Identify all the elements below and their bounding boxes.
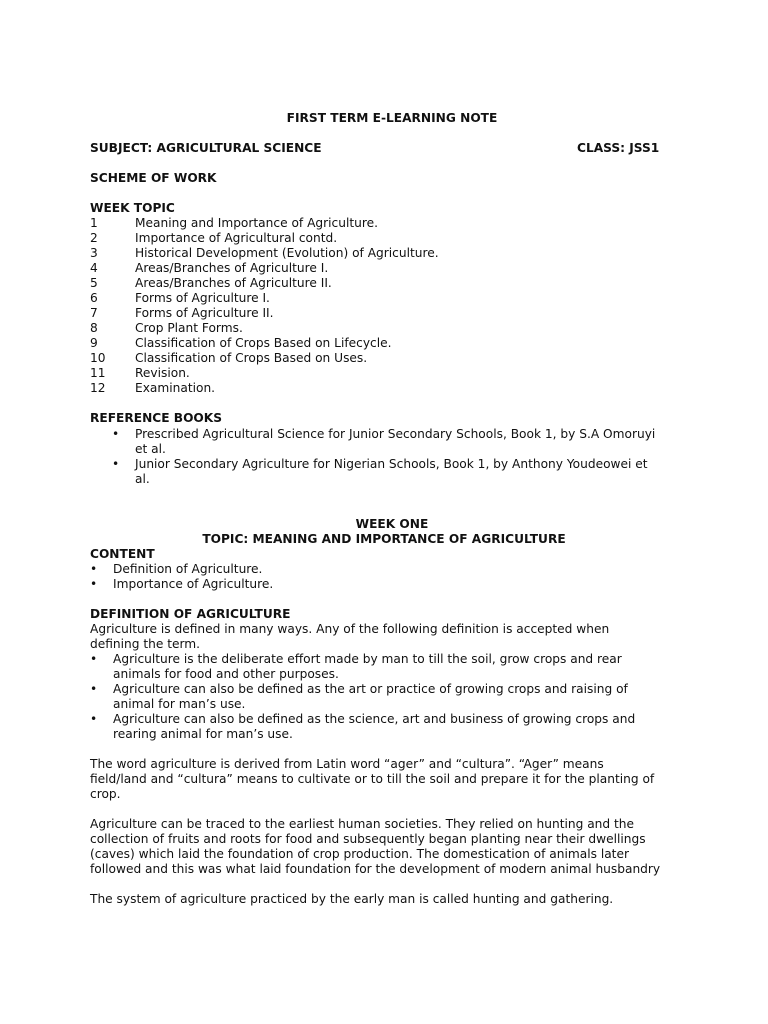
content-heading: CONTENT (90, 547, 155, 561)
definition-intro: defining the term. (90, 637, 201, 651)
week-number: 4 (90, 261, 98, 275)
week-one-heading: WEEK ONE (355, 517, 429, 531)
bullet-icon: • (90, 562, 98, 576)
definition-intro: Agriculture is defined in many ways. Any of the following definition is accepted when (90, 622, 610, 636)
paragraph-line: field/land and “cultura” means to cultivate or to till the soil and prepare it for the planting of (90, 772, 655, 786)
week-topic: Areas/Branches of Agriculture II. (135, 276, 332, 290)
bullet-icon: • (112, 427, 120, 441)
topic-heading: TOPIC: MEANING AND IMPORTANCE OF AGRICULTURE (202, 532, 566, 546)
paragraph-line: crop. (90, 787, 121, 801)
week-number: 12 (90, 381, 106, 395)
paragraph-line: (caves) which laid the foundation of crop production. The domestication of animals later (90, 847, 629, 861)
paragraph-line: The system of agriculture practiced by the early man is called hunting and gathering. (90, 892, 614, 906)
week-topic: Forms of Agriculture II. (135, 306, 274, 320)
reference-books-heading: REFERENCE BOOKS (90, 411, 223, 425)
bullet-icon: • (90, 652, 98, 666)
bullet-icon: • (112, 457, 120, 471)
week-topic: Importance of Agricultural contd. (135, 231, 338, 245)
week-number: 1 (90, 216, 98, 230)
week-number: 3 (90, 246, 98, 260)
week-topic: Revision. (135, 366, 190, 380)
scheme-heading: SCHEME OF WORK (90, 171, 217, 185)
week-topic: Examination. (135, 381, 216, 395)
week-topic: Forms of Agriculture I. (135, 291, 270, 305)
week-number: 9 (90, 336, 98, 350)
paragraph-line: The word agriculture is derived from Latin word “ager” and “cultura”. “Ager” means (90, 757, 604, 771)
definition-heading: DEFINITION OF AGRICULTURE (90, 607, 291, 621)
week-number: 10 (90, 351, 106, 365)
bullet-icon: • (90, 577, 98, 591)
class-line: CLASS: JSS1 (577, 141, 660, 155)
week-number: 6 (90, 291, 98, 305)
document-page: FIRST TERM E-LEARNING NOTE SUBJECT: AGRICULTURAL SCIENCE CLASS: JSS1 SCHEME OF WORK WEEK TOPIC 1 Meaning and Importance of Agriculture. 2 Importance of Agricultural contd. 3 Historical Development (Evolution) of Agriculture. 4 Areas/Branches of Agriculture I. 5 Areas/Branches of Agriculture II. 6 Forms of Agriculture I. 7 Forms of Agriculture II. 8 Crop Plant Forms. 9 Classification of Crops Based on Lifecycle. 10 Classification of Crops Based on Uses. 11 Revision. 12 Examination. REFERENCE BOOKS • Prescribed Agricultural Science for Junior Secondary Schools, Book 1, by S.A Omoruyi et al. • Junior Secondary Agriculture for Nigerian Schools, Book 1, by Anthony Youdeowei et al. WEEK ONE TOPIC: MEANING AND IMPORTANCE OF AGRICULTURE CONTENT • Definition of Agriculture. • Importance of Agriculture. DEFINITION OF AGRICULTURE Agriculture is defined in many ways. Any of the following definition is accepted when defining the term. • Agriculture is the deliberate effort made by man to till the soil, grow crops and rear animals for food and other purposes. • Agriculture can also be defined as the art or practice of growing crops and raising of animal for man’s use. • Agriculture can also be defined as the science, art and business of growing crops and rearing animal for man’s use. The word agriculture is derived from Latin word “ager” and “cultura”. “Ager” means field/land and “cultura” means to cultivate or to till the soil and prepare it for the planting of crop. Agriculture can be traced to the earliest human societies. They relied on hunting and the collection of fruits and roots for food and subsequently began planting near their dwellings (caves) which laid the foundation of crop production. The domestication of animals later followed and this was what laid foundation for the development of modern animal husbandry The system of agriculture practiced by the early man is called hunting and gathering. (0, 0, 768, 1024)
bullet-icon: • (90, 682, 98, 696)
paragraph-line: followed and this was what laid foundation for the development of modern animal husbandry (90, 862, 661, 876)
paragraph-line: Agriculture can be traced to the earliest human societies. They relied on hunting and the (90, 817, 635, 831)
week-topic: Classification of Crops Based on Uses. (135, 351, 368, 365)
week-topic: Crop Plant Forms. (135, 321, 243, 335)
week-number: 7 (90, 306, 98, 320)
week-topic: Historical Development (Evolution) of Agriculture. (135, 246, 439, 260)
week-topic-heading: WEEK TOPIC (90, 201, 175, 215)
note-title: FIRST TERM E-LEARNING NOTE (286, 111, 498, 125)
week-topic: Classification of Crops Based on Lifecycle. (135, 336, 392, 350)
week-number: 5 (90, 276, 98, 290)
week-number: 8 (90, 321, 98, 335)
week-topic: Meaning and Importance of Agriculture. (135, 216, 378, 230)
week-number: 2 (90, 231, 98, 245)
week-number: 11 (90, 366, 106, 380)
bullet-icon: • (90, 712, 98, 726)
paragraph-line: collection of fruits and roots for food and subsequently began planting near their dwellings (90, 832, 646, 846)
subject-line: SUBJECT: AGRICULTURAL SCIENCE (90, 141, 322, 155)
week-topic: Areas/Branches of Agriculture I. (135, 261, 329, 275)
